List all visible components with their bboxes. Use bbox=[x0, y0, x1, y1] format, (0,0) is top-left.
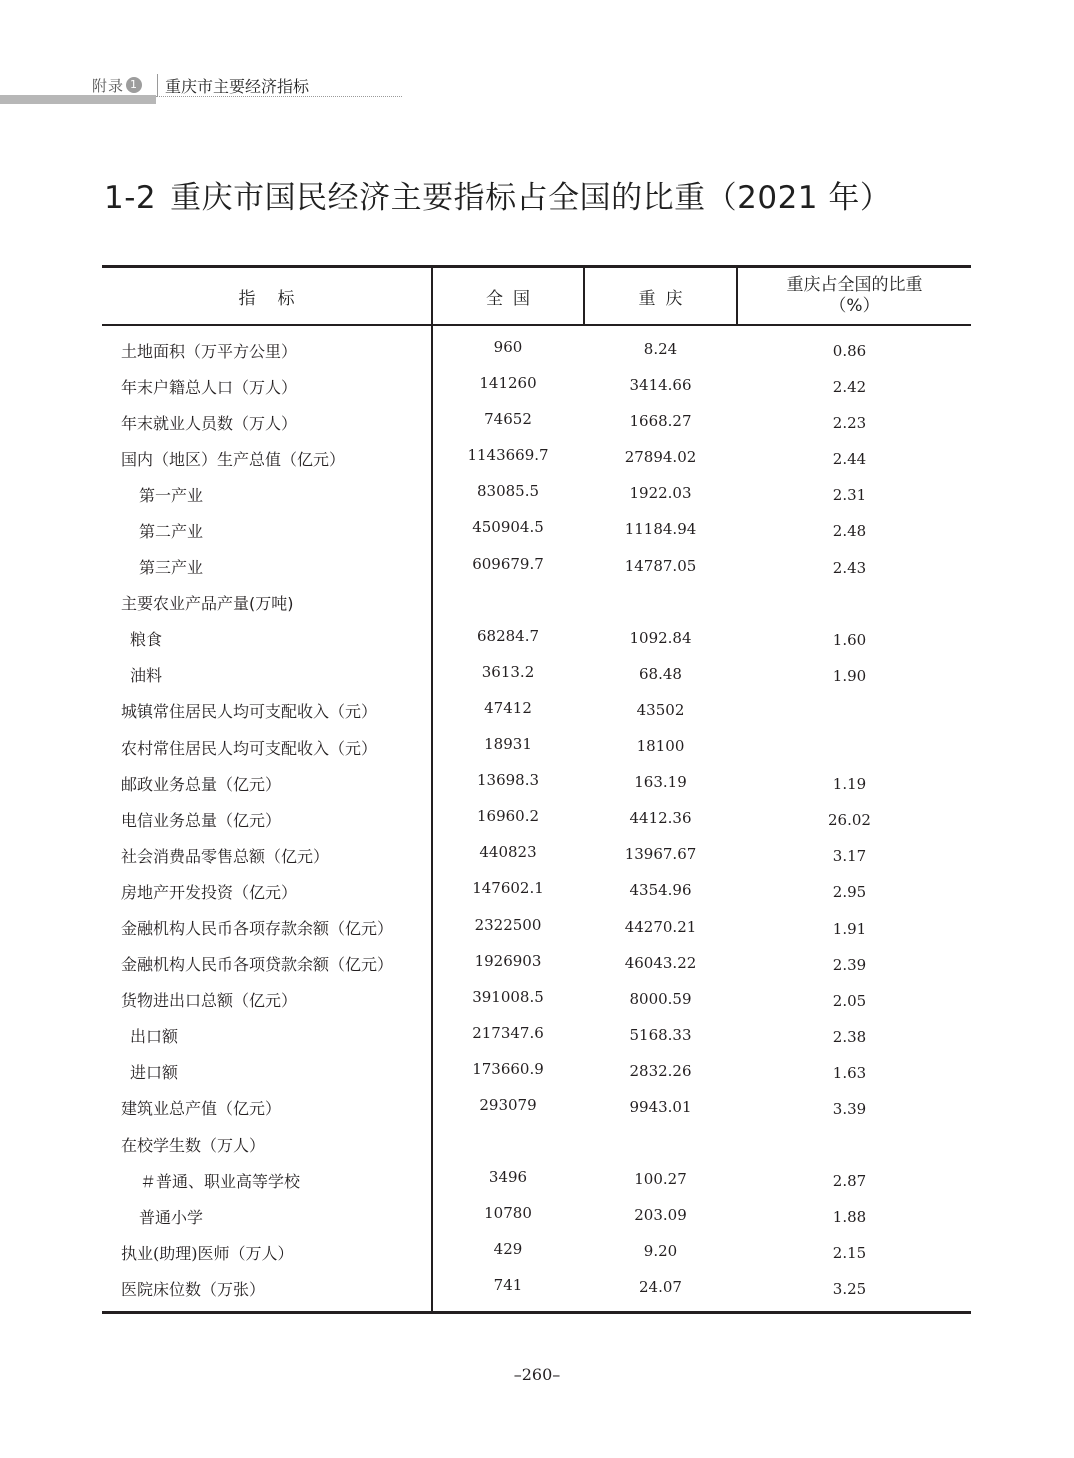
national-value bbox=[433, 1123, 583, 1159]
table-number: 1-2 bbox=[104, 180, 157, 216]
table-row bbox=[102, 873, 971, 909]
chongqing-value: 2832.26 bbox=[629, 1061, 692, 1080]
chongqing-value: 43502 bbox=[636, 700, 685, 719]
indicator-name: 国内（地区）生产总值（亿元） bbox=[121, 449, 346, 469]
chongqing-value: 5168.33 bbox=[629, 1025, 692, 1044]
national-value: 16960.2 bbox=[476, 807, 540, 826]
share-value bbox=[738, 1127, 961, 1163]
national-value: 18931 bbox=[484, 735, 532, 754]
chongqing-value bbox=[585, 1125, 736, 1161]
indicator-name: 出口额 bbox=[130, 1027, 179, 1047]
table-title: 重庆市国民经济主要指标占全国的比重（2021 年） bbox=[170, 180, 892, 216]
column-header-chongqing: 重庆 bbox=[638, 288, 693, 309]
indicator-name: 在校学生数（万人） bbox=[121, 1135, 266, 1155]
table-row bbox=[102, 1018, 971, 1054]
share-value bbox=[738, 586, 961, 622]
national-value: 74652 bbox=[484, 410, 532, 429]
share-value: 3.39 bbox=[832, 1099, 867, 1118]
chongqing-value: 3414.66 bbox=[629, 376, 692, 395]
indicator-name: 进口额 bbox=[130, 1063, 179, 1083]
table-row bbox=[102, 982, 971, 1018]
national-value: 47412 bbox=[484, 698, 532, 717]
chongqing-value: 18100 bbox=[636, 737, 685, 756]
table-row bbox=[102, 1234, 971, 1270]
indicator-name: 年末户籍总人口（万人） bbox=[121, 377, 298, 397]
table-row bbox=[102, 729, 971, 765]
table-row bbox=[102, 693, 971, 729]
table-row bbox=[102, 1198, 971, 1234]
national-value: 1926903 bbox=[474, 951, 542, 970]
chongqing-value: 4354.96 bbox=[629, 881, 692, 900]
share-value: 2.42 bbox=[832, 378, 867, 397]
share-value: 1.90 bbox=[832, 666, 867, 685]
header-bar bbox=[0, 95, 156, 104]
column-header-share bbox=[738, 268, 971, 324]
chongqing-value: 1092.84 bbox=[629, 628, 692, 647]
national-value: 10780 bbox=[484, 1204, 532, 1223]
national-value: 173660.9 bbox=[472, 1059, 544, 1078]
section-title: 重庆市主要经济指标 bbox=[165, 77, 310, 96]
table-row bbox=[102, 1090, 971, 1126]
indicator-name: 建筑业总产值（亿元） bbox=[121, 1099, 282, 1119]
table-row bbox=[102, 549, 971, 585]
chongqing-value: 68.48 bbox=[639, 664, 682, 683]
table-header-rule bbox=[102, 324, 971, 326]
national-value: 960 bbox=[493, 338, 523, 356]
indicator-name: 社会消费品零售总额（亿元） bbox=[121, 846, 330, 866]
share-value: 2.31 bbox=[832, 486, 867, 505]
national-value: 3496 bbox=[488, 1168, 528, 1187]
share-value: 26.02 bbox=[828, 811, 871, 830]
national-value: 147602.1 bbox=[472, 879, 544, 898]
column-header-share-label: 重庆占全国的比重 bbox=[786, 275, 923, 295]
table-row bbox=[102, 585, 971, 621]
table-row bbox=[102, 657, 971, 693]
share-value: 2.15 bbox=[832, 1244, 867, 1263]
share-value: 2.95 bbox=[832, 883, 867, 902]
chongqing-value bbox=[585, 584, 736, 620]
chongqing-value: 11184.94 bbox=[624, 520, 697, 539]
national-value: 429 bbox=[493, 1240, 523, 1259]
chongqing-value: 46043.22 bbox=[624, 953, 697, 972]
page-number: –260– bbox=[513, 1365, 561, 1384]
national-value: 391008.5 bbox=[472, 987, 544, 1006]
table-row bbox=[102, 621, 971, 657]
national-value: 217347.6 bbox=[472, 1023, 544, 1042]
indicator-name: 邮政业务总量（亿元） bbox=[121, 774, 282, 794]
national-value: 3613.2 bbox=[481, 662, 535, 681]
chongqing-value: 1922.03 bbox=[629, 484, 692, 503]
share-value: 2.48 bbox=[832, 522, 867, 541]
header-separator bbox=[157, 74, 158, 96]
share-value: 2.43 bbox=[832, 558, 867, 577]
appendix-label-text: 附录 bbox=[92, 76, 125, 95]
table-row bbox=[102, 765, 971, 801]
chongqing-value: 203.09 bbox=[634, 1206, 687, 1225]
page-title bbox=[104, 172, 891, 217]
indicator-name: 第一产业 bbox=[139, 485, 204, 505]
indicator-name: 油料 bbox=[130, 666, 163, 686]
share-value: 2.44 bbox=[832, 450, 867, 469]
chongqing-value: 1668.27 bbox=[629, 412, 692, 431]
table-body bbox=[102, 332, 971, 1307]
column-header-indicator: 指标 bbox=[238, 288, 317, 309]
indicator-name: 医院床位数（万张） bbox=[121, 1279, 266, 1299]
national-value: 293079 bbox=[479, 1095, 537, 1114]
indicator-name: 货物进出口总额（亿元） bbox=[121, 991, 298, 1011]
share-value: 2.05 bbox=[832, 991, 867, 1010]
column-header-national: 全国 bbox=[486, 288, 540, 309]
indicator-name: 第三产业 bbox=[139, 558, 204, 578]
share-value: 1.91 bbox=[832, 919, 867, 938]
national-value: 450904.5 bbox=[472, 518, 544, 537]
indicator-name: 房地产开发投资（亿元） bbox=[121, 882, 298, 902]
share-value: 2.23 bbox=[832, 414, 867, 433]
national-value bbox=[433, 582, 583, 618]
chongqing-value: 4412.36 bbox=[629, 809, 692, 828]
table-bottom-rule bbox=[102, 1311, 971, 1314]
table-row bbox=[102, 476, 971, 512]
share-value: 1.88 bbox=[832, 1208, 867, 1227]
share-value: 1.19 bbox=[832, 775, 867, 794]
chongqing-value: 8000.59 bbox=[629, 989, 692, 1008]
national-value: 141260 bbox=[479, 374, 537, 393]
indicator-name: 执业(助理)医师（万人） bbox=[121, 1243, 294, 1263]
table-row bbox=[102, 332, 971, 368]
chongqing-value: 9943.01 bbox=[629, 1097, 692, 1116]
share-value: 3.17 bbox=[832, 847, 867, 866]
share-value: 0.86 bbox=[832, 342, 867, 360]
national-value: 13698.3 bbox=[476, 771, 540, 790]
chongqing-value: 13967.67 bbox=[624, 845, 697, 864]
national-value: 609679.7 bbox=[472, 554, 544, 573]
share-value: 1.63 bbox=[832, 1063, 867, 1082]
chongqing-value: 14787.05 bbox=[624, 556, 697, 575]
appendix-number-badge: 1 bbox=[126, 77, 142, 93]
table-row bbox=[102, 1054, 971, 1090]
indicator-name: ＃普通、职业高等学校 bbox=[140, 1171, 301, 1191]
table-row bbox=[102, 368, 971, 404]
indicator-name: 农村常住居民人均可支配收入（元） bbox=[121, 738, 378, 758]
chongqing-value: 8.24 bbox=[643, 340, 678, 358]
indicator-name: 粮食 bbox=[130, 630, 163, 650]
national-value: 1143669.7 bbox=[467, 446, 549, 465]
national-value: 83085.5 bbox=[476, 482, 540, 501]
table-row bbox=[102, 946, 971, 982]
indicator-name: 金融机构人民币各项贷款余额（亿元） bbox=[121, 955, 394, 975]
column-header-share-unit: （%） bbox=[829, 296, 880, 316]
national-value: 2322500 bbox=[474, 915, 542, 934]
share-value: 3.25 bbox=[832, 1280, 867, 1299]
table-row bbox=[102, 1126, 971, 1162]
national-value: 68284.7 bbox=[476, 626, 540, 645]
share-value: 2.87 bbox=[832, 1172, 867, 1191]
indicator-name: 金融机构人民币各项存款余额（亿元） bbox=[121, 919, 394, 938]
indicator-name: 电信业务总量（亿元） bbox=[121, 810, 282, 830]
table-row bbox=[102, 440, 971, 476]
table-row bbox=[102, 837, 971, 873]
indicator-name: 主要农业产品产量(万吨) bbox=[121, 594, 294, 614]
indicator-name: 普通小学 bbox=[139, 1207, 204, 1227]
table-row bbox=[102, 1270, 971, 1306]
national-value: 440823 bbox=[479, 843, 537, 862]
chongqing-value: 44270.21 bbox=[624, 917, 697, 936]
table-row bbox=[102, 512, 971, 548]
share-value bbox=[738, 694, 961, 730]
share-value: 1.60 bbox=[832, 630, 867, 649]
share-value bbox=[738, 730, 961, 766]
indicator-name: 第二产业 bbox=[139, 521, 204, 541]
share-value: 2.38 bbox=[832, 1027, 867, 1046]
chongqing-value: 24.07 bbox=[639, 1278, 682, 1297]
table-row bbox=[102, 1162, 971, 1198]
appendix-label bbox=[92, 74, 142, 96]
share-value: 2.39 bbox=[832, 955, 867, 974]
indicator-name: 城镇常住居民人均可支配收入（元） bbox=[121, 702, 378, 722]
chongqing-value: 163.19 bbox=[634, 773, 687, 792]
table-row bbox=[102, 404, 971, 440]
table-row bbox=[102, 801, 971, 837]
chongqing-value: 9.20 bbox=[643, 1242, 678, 1261]
indicator-name: 土地面积（万平方公里） bbox=[121, 341, 298, 361]
indicator-name: 年末就业人员数（万人） bbox=[121, 413, 298, 433]
national-value: 741 bbox=[493, 1276, 523, 1295]
chongqing-value: 100.27 bbox=[634, 1170, 687, 1189]
table-row bbox=[102, 910, 971, 946]
chongqing-value: 27894.02 bbox=[624, 448, 697, 467]
